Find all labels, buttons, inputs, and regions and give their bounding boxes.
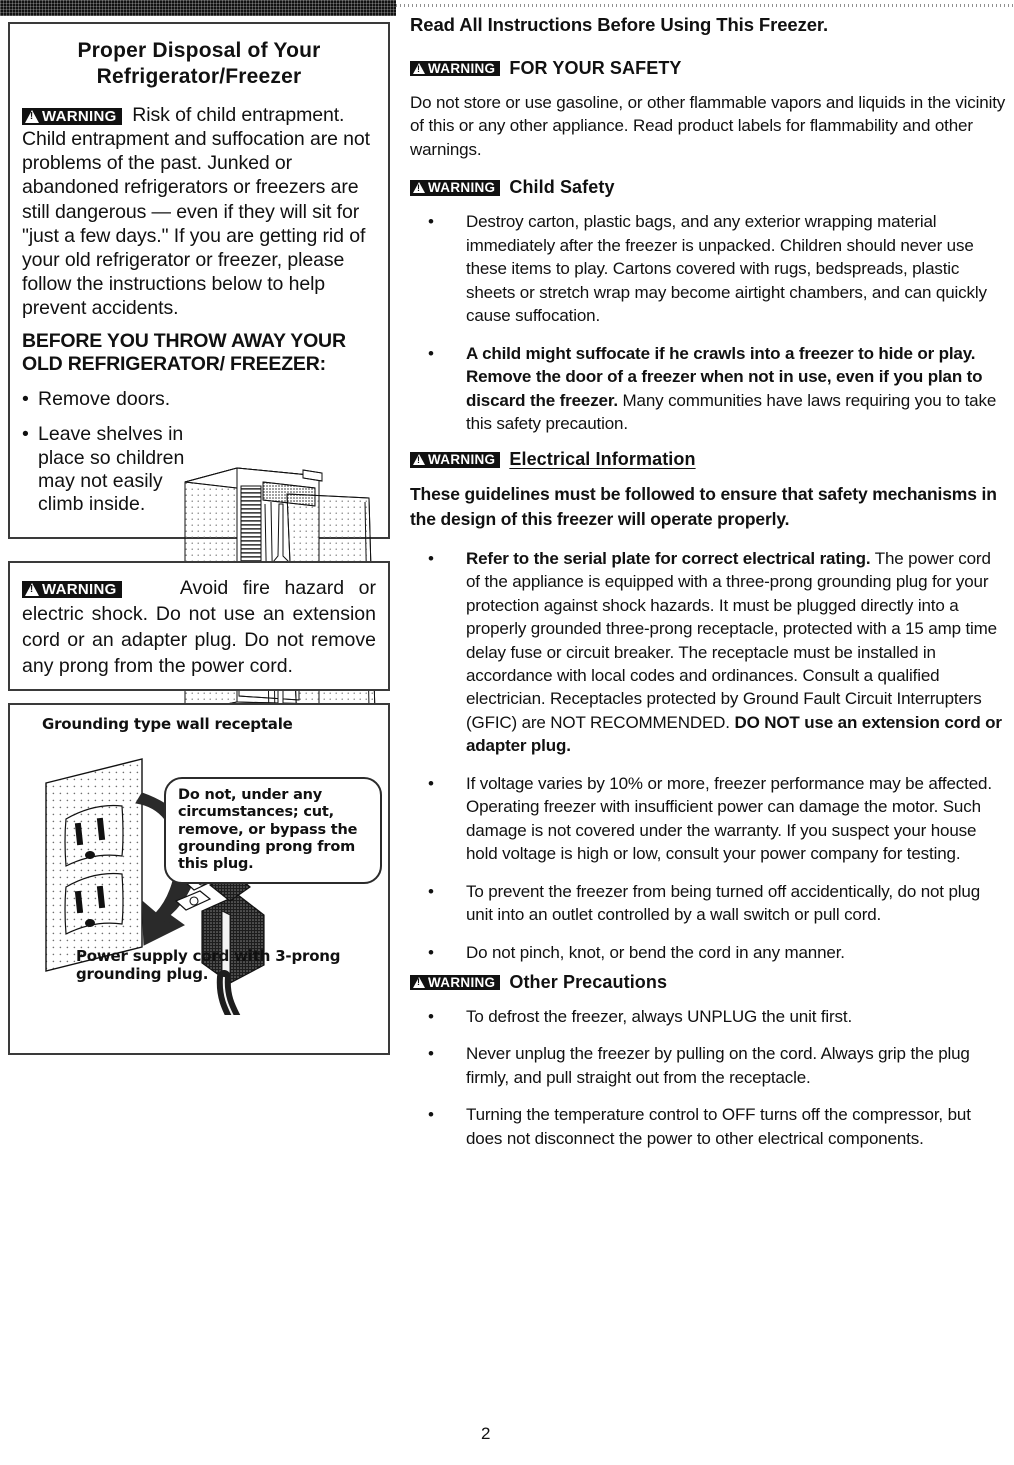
list-item-bold-lead: Refer to the serial plate for correct electrical rating. (466, 548, 871, 568)
bullet-dot-icon: • (428, 212, 434, 232)
list-item (410, 772, 1006, 866)
section-title: FOR YOUR SAFETY (509, 58, 682, 78)
section-heading-electrical-information (410, 449, 1006, 470)
page-number: 2 (481, 1424, 491, 1443)
warning-badge (22, 108, 122, 125)
list-item (22, 423, 192, 517)
disposal-intro-paragraph (22, 103, 376, 320)
list-item-text: If voltage varies by 10% or more, freezer performance may be affected. Operating freezer with insufficient power can damage the motor. Such damage is not covered under the warranty. If you suspect your house hold voltage is high or low, consult your power company for testing. (466, 773, 992, 864)
list-item-text (466, 342, 1006, 436)
fire-hazard-text-block (22, 575, 376, 680)
list-item-text: To prevent the freezer from being turned off accidentically, do not plug unit into an outlet controlled by a wall switch or pull cord. (466, 881, 980, 925)
warning-badge-label: WARNING (428, 60, 496, 76)
list-item (410, 1103, 1006, 1150)
list-item-text: Do not pinch, knot, or bend the cord in any manner. (466, 942, 845, 962)
list-item-text: Destroy carton, plastic bags, and any exterior wrapping material immediately after the freezer is unpacked. Children should never use these items to play. Cartons covered with rugs, bedspreads, plastic sheets or stretch wrap may become airtight chambers, and can quickly cause suffocation. (466, 212, 987, 326)
list-item-bold-tail: DO NOT use an extension cord or adapter plug. (466, 712, 1002, 756)
bullet-dot-icon: • (428, 773, 434, 793)
section-title: Other Precautions (509, 971, 668, 992)
scan-artifact-line (396, 4, 1014, 7)
warning-badge (410, 452, 500, 468)
fire-hazard-text: Avoid fire hazard or electric shock. Do not use an extension cord or an adapter plug. Do not remove any prong from the power cord. (22, 576, 376, 678)
proper-disposal-box (8, 22, 390, 539)
disposal-intro-text: Risk of child entrapment. Child entrapment and suffocation are not problems of the past. Junked or abandoned refrigerators or freezers are still dangerous — even if they will sit for "just a few days." If you are getting rid of your old refrigerator or freezer, please follow the instructions below to help prevent accidents. (22, 104, 370, 319)
list-item-text: Leave shelves in place so children may not easily climb inside. (38, 423, 185, 516)
warning-triangle-icon (413, 977, 425, 988)
list-item (410, 941, 1006, 964)
disposal-subheading: BEFORE YOU THROW AWAY YOUR OLD REFRIGERATOR/ FREEZER: (22, 329, 346, 375)
warning-badge-label: WARNING (428, 180, 496, 196)
disposal-title: Proper Disposal of Your Refrigerator/Freezer (77, 39, 321, 88)
bullet-dot-icon: • (22, 423, 29, 446)
bullet-dot-icon: • (428, 942, 434, 962)
left-column (8, 22, 390, 1055)
list-item-bold-lead: A child might suffocate if he crawls into a freezer to hide or play. Remove the door of a freezer when not in use, even if you plan to discard the freezer. (466, 343, 983, 410)
warning-triangle-icon (413, 63, 425, 74)
bullet-dot-icon: • (22, 387, 29, 410)
list-item-body: The power cord of the appliance is equipped with a three-prong grounding plug for your protection against shock hazards. It must be plugged directly into a properly grounded three-prong receptacle, protected with a 15 amp time delay fuse or circuit breaker. The receptacle must be installed in accordance with local codes and ordinances. Consult a qualified electrician. Receptacles protected by Ground Fault Circuit Interrupters (GFIC) are NOT RECOMMENDED. (466, 548, 997, 732)
receptacle-label: Grounding type wall receptale (42, 715, 293, 734)
bullet-dot-icon: • (428, 1006, 434, 1026)
list-item (410, 547, 1006, 758)
warning-badge-label: WARNING (428, 974, 496, 990)
list-item-text: Never unplug the freezer by pulling on the cord. Always grip the plug firmly, and pull straight out from the receptacle. (466, 1044, 970, 1087)
list-item-tail: Many communities have laws requiring you to take this safety precaution. (466, 390, 997, 433)
list-item-text: Turning the temperature control to OFF turns off the compressor, but does not disconnect the power to other electrical components. (466, 1105, 971, 1148)
list-item (410, 1042, 1006, 1089)
list-item-text (466, 547, 1006, 758)
warning-badge-label: WARNING (42, 580, 117, 598)
section-heading-for-your-safety (410, 58, 1006, 79)
section-title: Child Safety (509, 177, 615, 198)
list-item (410, 342, 1006, 436)
section-title: Electrical Information (509, 449, 696, 470)
list-item (410, 880, 1006, 927)
section-heading-other-precautions (410, 972, 1006, 993)
bullet-dot-icon: • (428, 548, 434, 568)
grounding-illustration (24, 715, 378, 1015)
list-item-text: To defrost the freezer, always UNPLUG the unit first. (466, 1006, 853, 1026)
list-item (410, 210, 1006, 327)
warning-triangle-icon (413, 454, 425, 465)
callout-text: Do not, under any circumstances; cut, remove, or bypass the grounding prong from this plug. (178, 787, 358, 872)
warning-badge-label: WARNING (42, 108, 117, 126)
scan-artifact-bar (0, 0, 396, 16)
warning-badge (410, 180, 500, 196)
for-your-safety-paragraph: Do not store or use gasoline, or other flammable vapors and liquids in the vicinity of this or any other appliance. Read product labels for flammability and other warnings. (410, 93, 1006, 159)
fire-hazard-warning-box (8, 561, 390, 692)
page-title: Read All Instructions Before Using This Freezer. (410, 14, 829, 35)
bullet-dot-icon: • (428, 343, 434, 363)
warning-badge-label: WARNING (428, 452, 496, 468)
section-heading-child-safety (410, 177, 1006, 198)
bullet-dot-icon: • (428, 1105, 434, 1125)
warning-badge (410, 61, 500, 77)
warning-triangle-icon (25, 110, 39, 123)
grounding-diagram-box (8, 703, 390, 1055)
list-item (410, 1005, 1006, 1028)
warning-badge (22, 581, 122, 598)
bullet-dot-icon: • (428, 1044, 434, 1064)
electrical-intro-paragraph: These guidelines must be followed to ensure that safety mechanisms in the design of this freezer will operate properly. (410, 484, 997, 529)
warning-triangle-icon (413, 182, 425, 193)
warning-triangle-icon (25, 583, 39, 596)
list-item-text: Remove doors. (38, 387, 171, 410)
right-column (410, 14, 1006, 1164)
bullet-dot-icon: • (428, 881, 434, 901)
warning-badge (410, 975, 500, 991)
list-item (22, 388, 192, 411)
callout-bubble (164, 777, 382, 884)
disposal-bullet-list (22, 388, 192, 517)
power-cord-label: Power supply cord with 3-prong grounding plug. (76, 947, 341, 984)
